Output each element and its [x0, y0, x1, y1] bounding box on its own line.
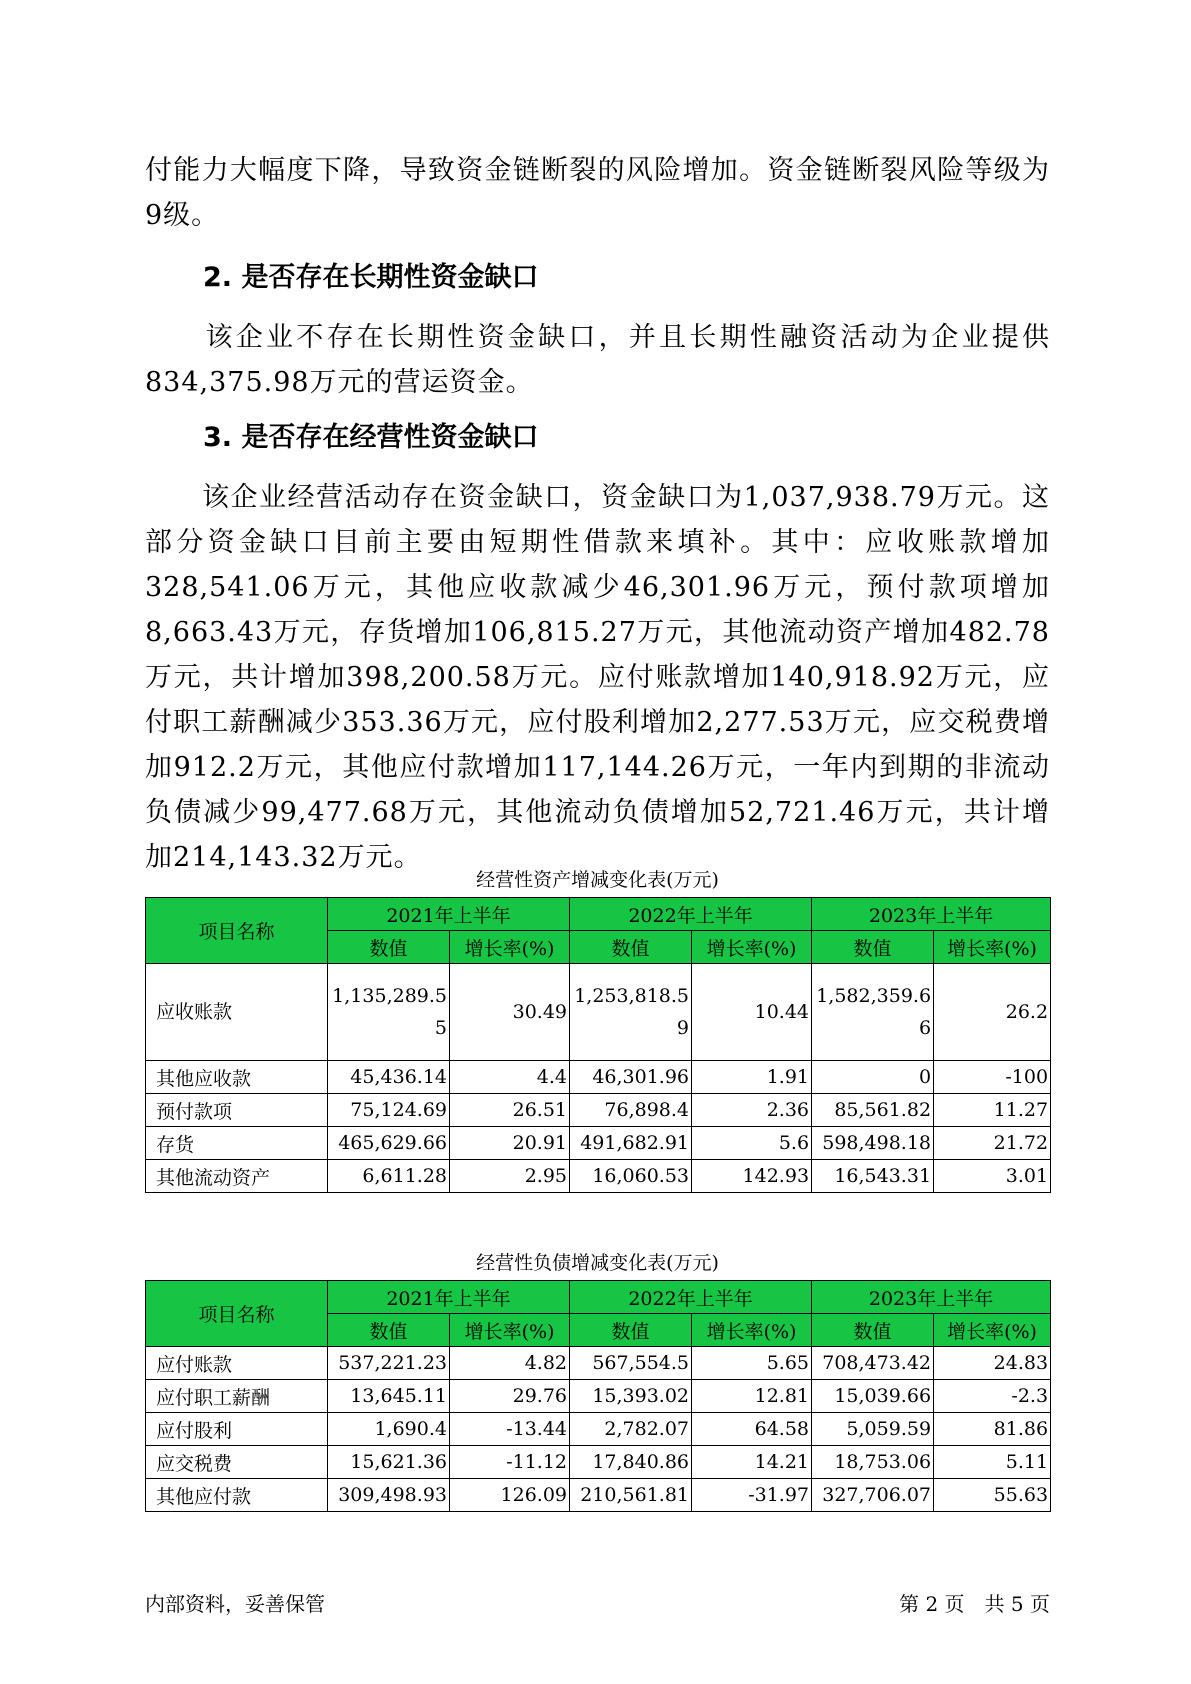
cell-growth: 2.95 [450, 1160, 570, 1193]
table-row [146, 1061, 1051, 1094]
cell-value: 1,253,818.59 [570, 964, 692, 1061]
cell-growth: 12.81 [692, 1380, 812, 1413]
operating-liabilities-table [145, 1280, 1051, 1512]
header-year-2022: 2022年上半年 [570, 898, 812, 931]
cell-value: 76,898.4 [570, 1094, 692, 1127]
cell-growth: 26.2 [934, 964, 1051, 1061]
row-name: 其他应付款 [146, 1479, 328, 1512]
header-value: 数值 [812, 931, 934, 964]
cell-growth: -31.97 [692, 1479, 812, 1512]
section-heading-3: 3. 是否存在经营性资金缺口 [203, 422, 539, 453]
header-value: 数值 [328, 1314, 450, 1347]
header-year-2023: 2023年上半年 [812, 898, 1051, 931]
header-year-2021: 2021年上半年 [328, 898, 570, 931]
cell-growth: 81.86 [934, 1413, 1051, 1446]
header-item-name: 项目名称 [146, 898, 328, 964]
table-row [146, 1446, 1051, 1479]
header-year-2023: 2023年上半年 [812, 1281, 1051, 1314]
row-name: 其他流动资产 [146, 1160, 328, 1193]
cell-growth: 4.4 [450, 1061, 570, 1094]
cell-value: 0 [812, 1061, 934, 1094]
row-name: 应收账款 [146, 964, 328, 1061]
cell-growth: -2.3 [934, 1380, 1051, 1413]
row-name: 应交税费 [146, 1446, 328, 1479]
row-name: 应付账款 [146, 1347, 328, 1380]
header-item-name: 项目名称 [146, 1281, 328, 1347]
cell-value: 13,645.11 [328, 1380, 450, 1413]
cell-value: 75,124.69 [328, 1094, 450, 1127]
header-growth: 增长率(%) [934, 1314, 1051, 1347]
cell-value: 15,621.36 [328, 1446, 450, 1479]
row-name: 存货 [146, 1127, 328, 1160]
cell-growth: 5.11 [934, 1446, 1051, 1479]
cell-value: 327,706.07 [812, 1479, 934, 1512]
table-row [146, 1127, 1051, 1160]
cell-value: 45,436.14 [328, 1061, 450, 1094]
table-row [146, 1380, 1051, 1413]
cell-value: 16,060.53 [570, 1160, 692, 1193]
cell-growth: -100 [934, 1061, 1051, 1094]
cell-value: 15,393.02 [570, 1380, 692, 1413]
header-value: 数值 [812, 1314, 934, 1347]
cell-growth: 5.6 [692, 1127, 812, 1160]
table-row [146, 1094, 1051, 1127]
operating-assets-table [145, 897, 1051, 1193]
cell-value: 598,498.18 [812, 1127, 934, 1160]
cell-growth: 4.82 [450, 1347, 570, 1380]
header-year-2021: 2021年上半年 [328, 1281, 570, 1314]
header-value: 数值 [570, 931, 692, 964]
cell-growth: 126.09 [450, 1479, 570, 1512]
cell-value: 567,554.5 [570, 1347, 692, 1380]
table-row [146, 1160, 1051, 1193]
cell-value: 708,473.42 [812, 1347, 934, 1380]
header-growth: 增长率(%) [450, 1314, 570, 1347]
footer-confidential-note: 内部资料，妥善保管 [145, 1592, 325, 1616]
row-name: 应付股利 [146, 1413, 328, 1446]
table2-caption: 经营性负债增减变化表(万元) [476, 1252, 719, 1274]
table-row [146, 1413, 1051, 1446]
cell-growth: 26.51 [450, 1094, 570, 1127]
cell-growth: -13.44 [450, 1413, 570, 1446]
paragraph-continuation: 付能力大幅度下降，导致资金链断裂的风险增加。资金链断裂风险等级为9级。 [145, 155, 1050, 231]
header-value: 数值 [328, 931, 450, 964]
section-heading-2: 2. 是否存在长期性资金缺口 [203, 262, 539, 293]
cell-growth: 30.49 [450, 964, 570, 1061]
header-growth: 增长率(%) [450, 931, 570, 964]
paragraph-operating-gap: 该企业经营活动存在资金缺口，资金缺口为1,037,938.79万元。这部分资金缺口目前主要由短期性借款来填补。其中：应收账款增加328,541.06万元，其他应收款减少46,301.96万元，预付款项增加8,663.43万元，存货增加106,815.27万元，其他流动资产增加482.78万元，共计增加398,200.58万元。应付账款增加140,918.92万元，应付职工薪酬减少353.36万元，应付股利增加2,277.53万元，应交税费增加912.2万元，其他应付款增加117,144.26万元，一年内到期的非流动负债减少99,477.68万元，其他流动负债增加52,721.46万元，共计增加214,143.32万元。 [145, 482, 1050, 873]
cell-value: 16,543.31 [812, 1160, 934, 1193]
cell-value: 2,782.07 [570, 1413, 692, 1446]
cell-value: 17,840.86 [570, 1446, 692, 1479]
cell-growth: -11.12 [450, 1446, 570, 1479]
cell-value: 491,682.91 [570, 1127, 692, 1160]
header-value: 数值 [570, 1314, 692, 1347]
cell-value: 1,582,359.66 [812, 964, 934, 1061]
table-row [146, 1479, 1051, 1512]
cell-growth: 1.91 [692, 1061, 812, 1094]
cell-growth: 64.58 [692, 1413, 812, 1446]
cell-growth: 3.01 [934, 1160, 1051, 1193]
cell-growth: 24.83 [934, 1347, 1051, 1380]
cell-growth: 55.63 [934, 1479, 1051, 1512]
cell-value: 46,301.96 [570, 1061, 692, 1094]
header-growth: 增长率(%) [692, 1314, 812, 1347]
cell-value: 210,561.81 [570, 1479, 692, 1512]
cell-value: 1,135,289.55 [328, 964, 450, 1061]
cell-value: 309,498.93 [328, 1479, 450, 1512]
table-row [146, 1347, 1051, 1380]
row-name: 其他应收款 [146, 1061, 328, 1094]
cell-value: 15,039.66 [812, 1380, 934, 1413]
cell-value: 465,629.66 [328, 1127, 450, 1160]
cell-growth: 142.93 [692, 1160, 812, 1193]
cell-value: 18,753.06 [812, 1446, 934, 1479]
cell-growth: 2.36 [692, 1094, 812, 1127]
paragraph-long-term-gap: 该企业不存在长期性资金缺口，并且长期性融资活动为企业提供834,375.98万元的营运资金。 [145, 322, 1050, 398]
cell-growth: 14.21 [692, 1446, 812, 1479]
header-growth: 增长率(%) [934, 931, 1051, 964]
cell-growth: 20.91 [450, 1127, 570, 1160]
table1-caption: 经营性资产增减变化表(万元) [476, 869, 719, 891]
cell-growth: 5.65 [692, 1347, 812, 1380]
cell-value: 6,611.28 [328, 1160, 450, 1193]
row-name: 预付款项 [146, 1094, 328, 1127]
row-name: 应付职工薪酬 [146, 1380, 328, 1413]
footer-page-number: 第 2 页 共 5 页 [899, 1592, 1050, 1616]
cell-value: 5,059.59 [812, 1413, 934, 1446]
header-year-2022: 2022年上半年 [570, 1281, 812, 1314]
cell-value: 85,561.82 [812, 1094, 934, 1127]
cell-growth: 11.27 [934, 1094, 1051, 1127]
cell-value: 1,690.4 [328, 1413, 450, 1446]
cell-growth: 29.76 [450, 1380, 570, 1413]
header-growth: 增长率(%) [692, 931, 812, 964]
cell-growth: 10.44 [692, 964, 812, 1061]
cell-value: 537,221.23 [328, 1347, 450, 1380]
table-row [146, 964, 1051, 1061]
cell-growth: 21.72 [934, 1127, 1051, 1160]
